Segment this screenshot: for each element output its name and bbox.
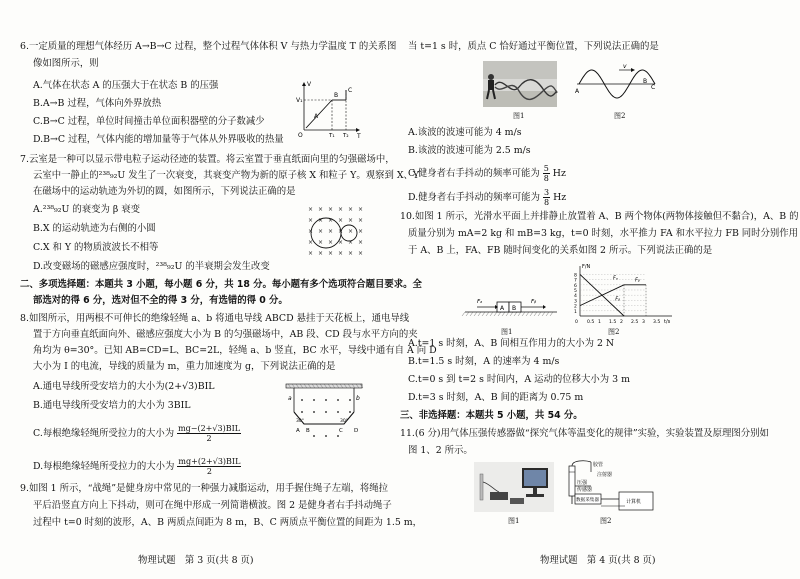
svg-text:×: × — [318, 228, 324, 235]
q8-angle-left: 30° — [296, 419, 304, 424]
q8-label-a: a — [288, 395, 292, 402]
q9-option-c-denominator: 8 — [543, 174, 549, 183]
q10-stem-line1: 10.如图 1 所示，光滑水平面上并排静止放置着 A、B 两个物体(两物体接触但不黏合)，A、B 的 — [400, 211, 799, 222]
q10-xtick-3.5: 3.5 — [653, 320, 661, 325]
q10-ytick-2: 2 — [574, 304, 577, 310]
q8-option-c-numerator: mg−(2+√3)BIL — [178, 424, 241, 433]
q10-graph-fb-label: Fᵦ — [615, 296, 621, 303]
q11-stem-line1: 11.(6 分)用气体压强传感器做“探究气体等温变化的规律”实验，实验装置及原理图分别如 — [400, 428, 769, 439]
svg-text:×: × — [348, 250, 354, 257]
q11-schematic — [567, 460, 677, 514]
q10-force-time-graph — [566, 262, 676, 325]
q11-label-tube: 胶管 — [593, 462, 604, 468]
q10-fig1-fb-label: Fᵦ — [531, 299, 537, 305]
q6-point-c: C — [348, 87, 353, 94]
q10-yaxis-label: F/N — [582, 264, 591, 270]
q10-option-b: B.t=1.5 s 时刻，A 的速率为 4 m/s — [408, 356, 560, 367]
q10-xtick-3: 3 — [642, 320, 645, 325]
q10-xaxis-label: t/s — [664, 319, 671, 325]
q9-option-c-text: C.健身者右手抖动的频率可能为 — [408, 168, 540, 179]
svg-text:×: × — [308, 228, 314, 235]
q8-wire-figure — [284, 384, 364, 442]
svg-text:×: × — [308, 206, 314, 213]
q10-stem-line3: 于 A、B 上，FA、FB 随时间变化的关系如图 2 所示。下列说法正确的是 — [408, 245, 713, 256]
q7-stem-line1: 7.云室是一种可以显示带电粒子运动径迹的装置。将云室置于垂直纸面向里的匀强磁场中， — [20, 154, 395, 165]
q9-option-c — [408, 164, 566, 183]
q8-option-d-text: D.每根绝缘轻绳所受拉力的大小为 — [33, 461, 175, 472]
svg-text:×: × — [318, 206, 324, 213]
q9-stem-line1: 9.如图 1 所示，“战绳”是健身房中常见的一种强力减脂运动，用手握住绳子左端，将绳拉 — [20, 483, 388, 494]
q8-stem-line2: 置于方向垂直纸面向外、磁感应强度大小为 B 的匀强磁场中，AB 段、CD 段与水平方向的夹 — [33, 329, 418, 340]
q8-label-b: b — [356, 395, 360, 402]
q10-xtick-1: 1 — [598, 320, 601, 325]
q11-stem-line2: 图 1、2 所示。 — [408, 445, 473, 456]
q10-ytick-6: 6 — [574, 283, 577, 289]
q7-option-c: C.X 和 Y 的物质波波长不相等 — [33, 242, 159, 253]
q9-option-c-fraction — [543, 164, 550, 183]
q8-option-b: B.通电导线所受安培力的大小为 3BIL — [33, 400, 191, 411]
svg-text:×: × — [328, 217, 334, 224]
q11-label-syringe: 注射器 — [597, 472, 613, 478]
q9-battle-rope-photo — [483, 61, 557, 107]
q6-option-b: B.A→B 过程，气体向外界放热 — [33, 98, 162, 109]
svg-text:×: × — [308, 217, 314, 224]
q9-continued-line: 当 t=1 s 时，质点 C 恰好通过平衡位置，下列说法正确的是 — [408, 41, 659, 52]
q10-block-b: B — [512, 305, 517, 312]
q10-fig2-caption: 图2 — [608, 328, 620, 336]
q9-option-c-numerator: 5 — [543, 164, 549, 173]
q9-wave-point-a: A — [575, 88, 580, 95]
q9-wave-point-b: B — [643, 78, 648, 85]
q9-option-d — [408, 188, 566, 207]
svg-text:×: × — [358, 228, 364, 235]
q7-stem-line3: 在磁场中的运动轨迹为外切的圆，如图所示，下列说法正确的是 — [33, 186, 296, 197]
q7-cloud-chamber-figure — [306, 203, 366, 261]
q10-graph-fb-label-2: Fᵦ — [635, 277, 640, 284]
q7-stem-line2: 云室中一静止的²³⁸₉₂U 发生了一次衰变，其衰变产物为新的原子核 X 和粒子 Y。观察到 X、Y — [33, 170, 420, 181]
q10-ytick-8: 8 — [574, 273, 577, 279]
q6-option-c: C.B→C 过程，单位时间撞击单位面积器壁的分子数减少 — [33, 116, 265, 127]
q10-fig1-fa-label: Fₐ — [477, 299, 483, 305]
q8-option-d-numerator: mg+(2+√3)BIL — [178, 457, 241, 466]
svg-text:×: × — [358, 239, 364, 246]
q7-option-d: D.改变磁场的磁感应强度时，²³⁸₉₂U 的半衰期会发生改变 — [33, 261, 270, 272]
svg-text:×: × — [348, 206, 354, 213]
q8-point-D: D — [354, 428, 359, 434]
svg-text:×: × — [358, 250, 364, 257]
q9-option-d-denominator: 8 — [544, 198, 550, 207]
q9-stem-line3: 过程中 t=0 时刻的波形，A、B 两质点间距为 8 m，B、C 两质点平衡位置的间距为 1.5 m， — [33, 517, 423, 528]
q8-stem-line1: 8.如图所示，用两根不可伸长的绝缘轻绳 a、b 将通电导线 ABCD 悬挂于天花板上，通电导线 — [20, 313, 410, 324]
q8-option-d-fraction — [177, 457, 241, 476]
q9-option-c-unit: Hz — [552, 168, 566, 179]
svg-text:×: × — [308, 250, 314, 257]
svg-text:×: × — [348, 217, 354, 224]
svg-text:×: × — [338, 228, 344, 235]
section3-heading: 三、非选择题：本题共 5 小题，共 54 分。 — [400, 410, 583, 421]
q10-ytick-5: 5 — [574, 289, 577, 294]
right-page — [400, 0, 800, 579]
q9-wave-graph — [575, 62, 657, 106]
q6-stem-line1: 6.一定质量的理想气体经历 A→B→C 过程，整个过程气体体积 V 与热力学温度 T 的关系图 — [20, 41, 397, 52]
q10-ytick-3: 3 — [574, 299, 577, 305]
q10-ytick-1: 1 — [574, 309, 577, 315]
q7-track-large — [311, 217, 344, 248]
q11-fig1-caption: 图1 — [508, 517, 520, 525]
q9-wave-point-c: C — [651, 84, 656, 91]
q6-axis-t: T — [357, 133, 361, 140]
q9-option-d-text: D.健身者右手抖动的频率可能为 — [408, 192, 541, 203]
svg-text:×: × — [318, 217, 324, 224]
q9-option-b: B.该波的波速可能为 2.5 m/s — [408, 145, 531, 156]
svg-text:×: × — [328, 206, 334, 213]
q9-option-a: A.该波的波速可能为 4 m/s — [408, 127, 522, 138]
svg-text:×: × — [328, 239, 334, 246]
svg-text:×: × — [328, 250, 334, 257]
q8-option-c-fraction — [177, 424, 241, 443]
q9-fig1-caption: 图1 — [513, 112, 525, 120]
right-page-footer: 物理试题 第 4 页(共 8 页) — [540, 555, 656, 566]
q8-option-c-text: C.每根绝缘轻绳所受拉力的大小为 — [33, 428, 175, 439]
q11-label-sensor-line2: 传感器 — [577, 487, 593, 493]
q6-stem-line2: 像如图所示，则 — [33, 58, 99, 69]
q6-label-v1: V₁ — [296, 97, 303, 104]
q10-stem-line2: 质量分别为 mA=2 kg 和 mB=3 kg，t=0 时刻，水平推力 FA 和水平拉力 FB 同时分别作用 — [408, 228, 799, 239]
q10-option-a: A.t=1 s 时刻，A、B 间相互作用力的大小为 2 N — [408, 338, 615, 349]
q9-fig2-caption: 图2 — [614, 112, 626, 120]
q6-label-o: O — [298, 132, 303, 139]
q10-xtick-2.5: 2.5 — [631, 320, 639, 325]
q10-option-d: D.t=3 s 时刻，A、B 间的距离为 0.75 m — [408, 392, 584, 403]
q10-xtick-0.5: 0.5 — [587, 320, 595, 325]
q10-block-a: A — [500, 305, 505, 312]
q6-point-b: B — [334, 92, 339, 99]
q10-xtick-1.5: 1.5 — [609, 320, 617, 325]
q8-option-c — [33, 424, 241, 443]
q10-graph-fa-label: Fₐ — [613, 275, 618, 282]
q7-option-b: B.X 的运动轨迹为右侧的小圆 — [33, 223, 156, 234]
q11-label-collector: 数据采集器 — [576, 498, 599, 503]
svg-text:×: × — [318, 239, 324, 246]
q10-fig1-caption: 图1 — [501, 328, 513, 336]
svg-text:×: × — [338, 217, 344, 224]
q8-point-C: C — [339, 428, 343, 434]
q11-label-computer: 计算机 — [626, 499, 642, 505]
q8-stem-line4: 大小为 I 的电流，导线的质量为 m，重力加速度为 g，下列说法正确的是 — [33, 361, 336, 372]
q10-xtick-2: 2 — [620, 320, 623, 325]
svg-text:×: × — [338, 250, 344, 257]
section2-heading-line2: 部选对的得 6 分，选对但不全的得 3 分，有选错的得 0 分。 — [33, 295, 288, 306]
q6-label-t1: T₁ — [329, 133, 335, 139]
q10-ytick-7: 7 — [574, 278, 577, 284]
svg-text:×: × — [328, 228, 334, 235]
q9-option-d-fraction — [543, 188, 550, 207]
svg-text:×: × — [338, 206, 344, 213]
svg-text:×: × — [358, 217, 364, 224]
q6-axis-v: V — [307, 81, 312, 88]
q10-blocks-figure — [465, 292, 557, 322]
svg-text:×: × — [348, 239, 354, 246]
q8-stem-line3: 角均为 θ=30°。已知 AB=CD=L、BC=2L，轻绳 a、b 竖直，BC 水平，导线中通有自 A 向 D — [33, 345, 437, 356]
q9-wave-velocity-label: v — [623, 63, 627, 70]
q8-point-B: B — [306, 428, 310, 434]
q10-ytick-4: 4 — [574, 294, 577, 300]
q9-option-d-unit: Hz — [553, 192, 567, 203]
q9-option-d-numerator: 3 — [544, 188, 550, 197]
svg-text:×: × — [308, 239, 314, 246]
q11-label-sensor-line1: 压强 — [577, 480, 588, 486]
q8-option-c-denominator: 2 — [206, 434, 212, 443]
q8-angle-right: 30° — [340, 419, 348, 424]
q6-label-t2: T₂ — [343, 133, 349, 139]
q9-stem-line2: 平后沿竖直方向上下抖动，则可在绳中形成一列简谐横波。图 2 是健身者右手抖动绳子 — [33, 500, 392, 511]
q6-option-a: A.气体在状态 A 的压强大于在状态 B 的压强 — [33, 80, 219, 91]
q6-option-d: D.B→C 过程，气体内能的增加量等于气体从外界吸收的热量 — [33, 134, 284, 145]
q6-vt-graph — [296, 82, 360, 138]
q11-fig2-caption: 图2 — [600, 517, 612, 525]
q10-origin: 0 — [575, 320, 578, 325]
q8-option-a: A.通电导线所受安培力的大小为(2+√3)BIL — [33, 381, 215, 392]
svg-text:×: × — [358, 206, 364, 213]
q10-option-c: C.t=0 s 到 t=2 s 时间内，A 运动的位移大小为 3 m — [408, 374, 630, 385]
svg-text:×: × — [318, 250, 324, 257]
q8-option-d — [33, 457, 241, 476]
svg-text:×: × — [348, 228, 354, 235]
q8-point-A: A — [296, 428, 300, 434]
left-page-footer: 物理试题 第 3 页(共 8 页) — [138, 555, 254, 566]
section2-heading-line1: 二、多项选择题：本题共 3 小题，每小题 6 分，共 18 分。每小题有多个选项符合题目要求。全 — [20, 279, 422, 290]
q11-apparatus-photo — [474, 462, 554, 512]
q7-option-a: A.²³⁸₉₂U 的衰变为 β 衰变 — [33, 204, 141, 215]
svg-text:×: × — [338, 239, 344, 246]
q6-point-a: A — [314, 113, 319, 120]
q8-option-d-denominator: 2 — [206, 467, 212, 476]
